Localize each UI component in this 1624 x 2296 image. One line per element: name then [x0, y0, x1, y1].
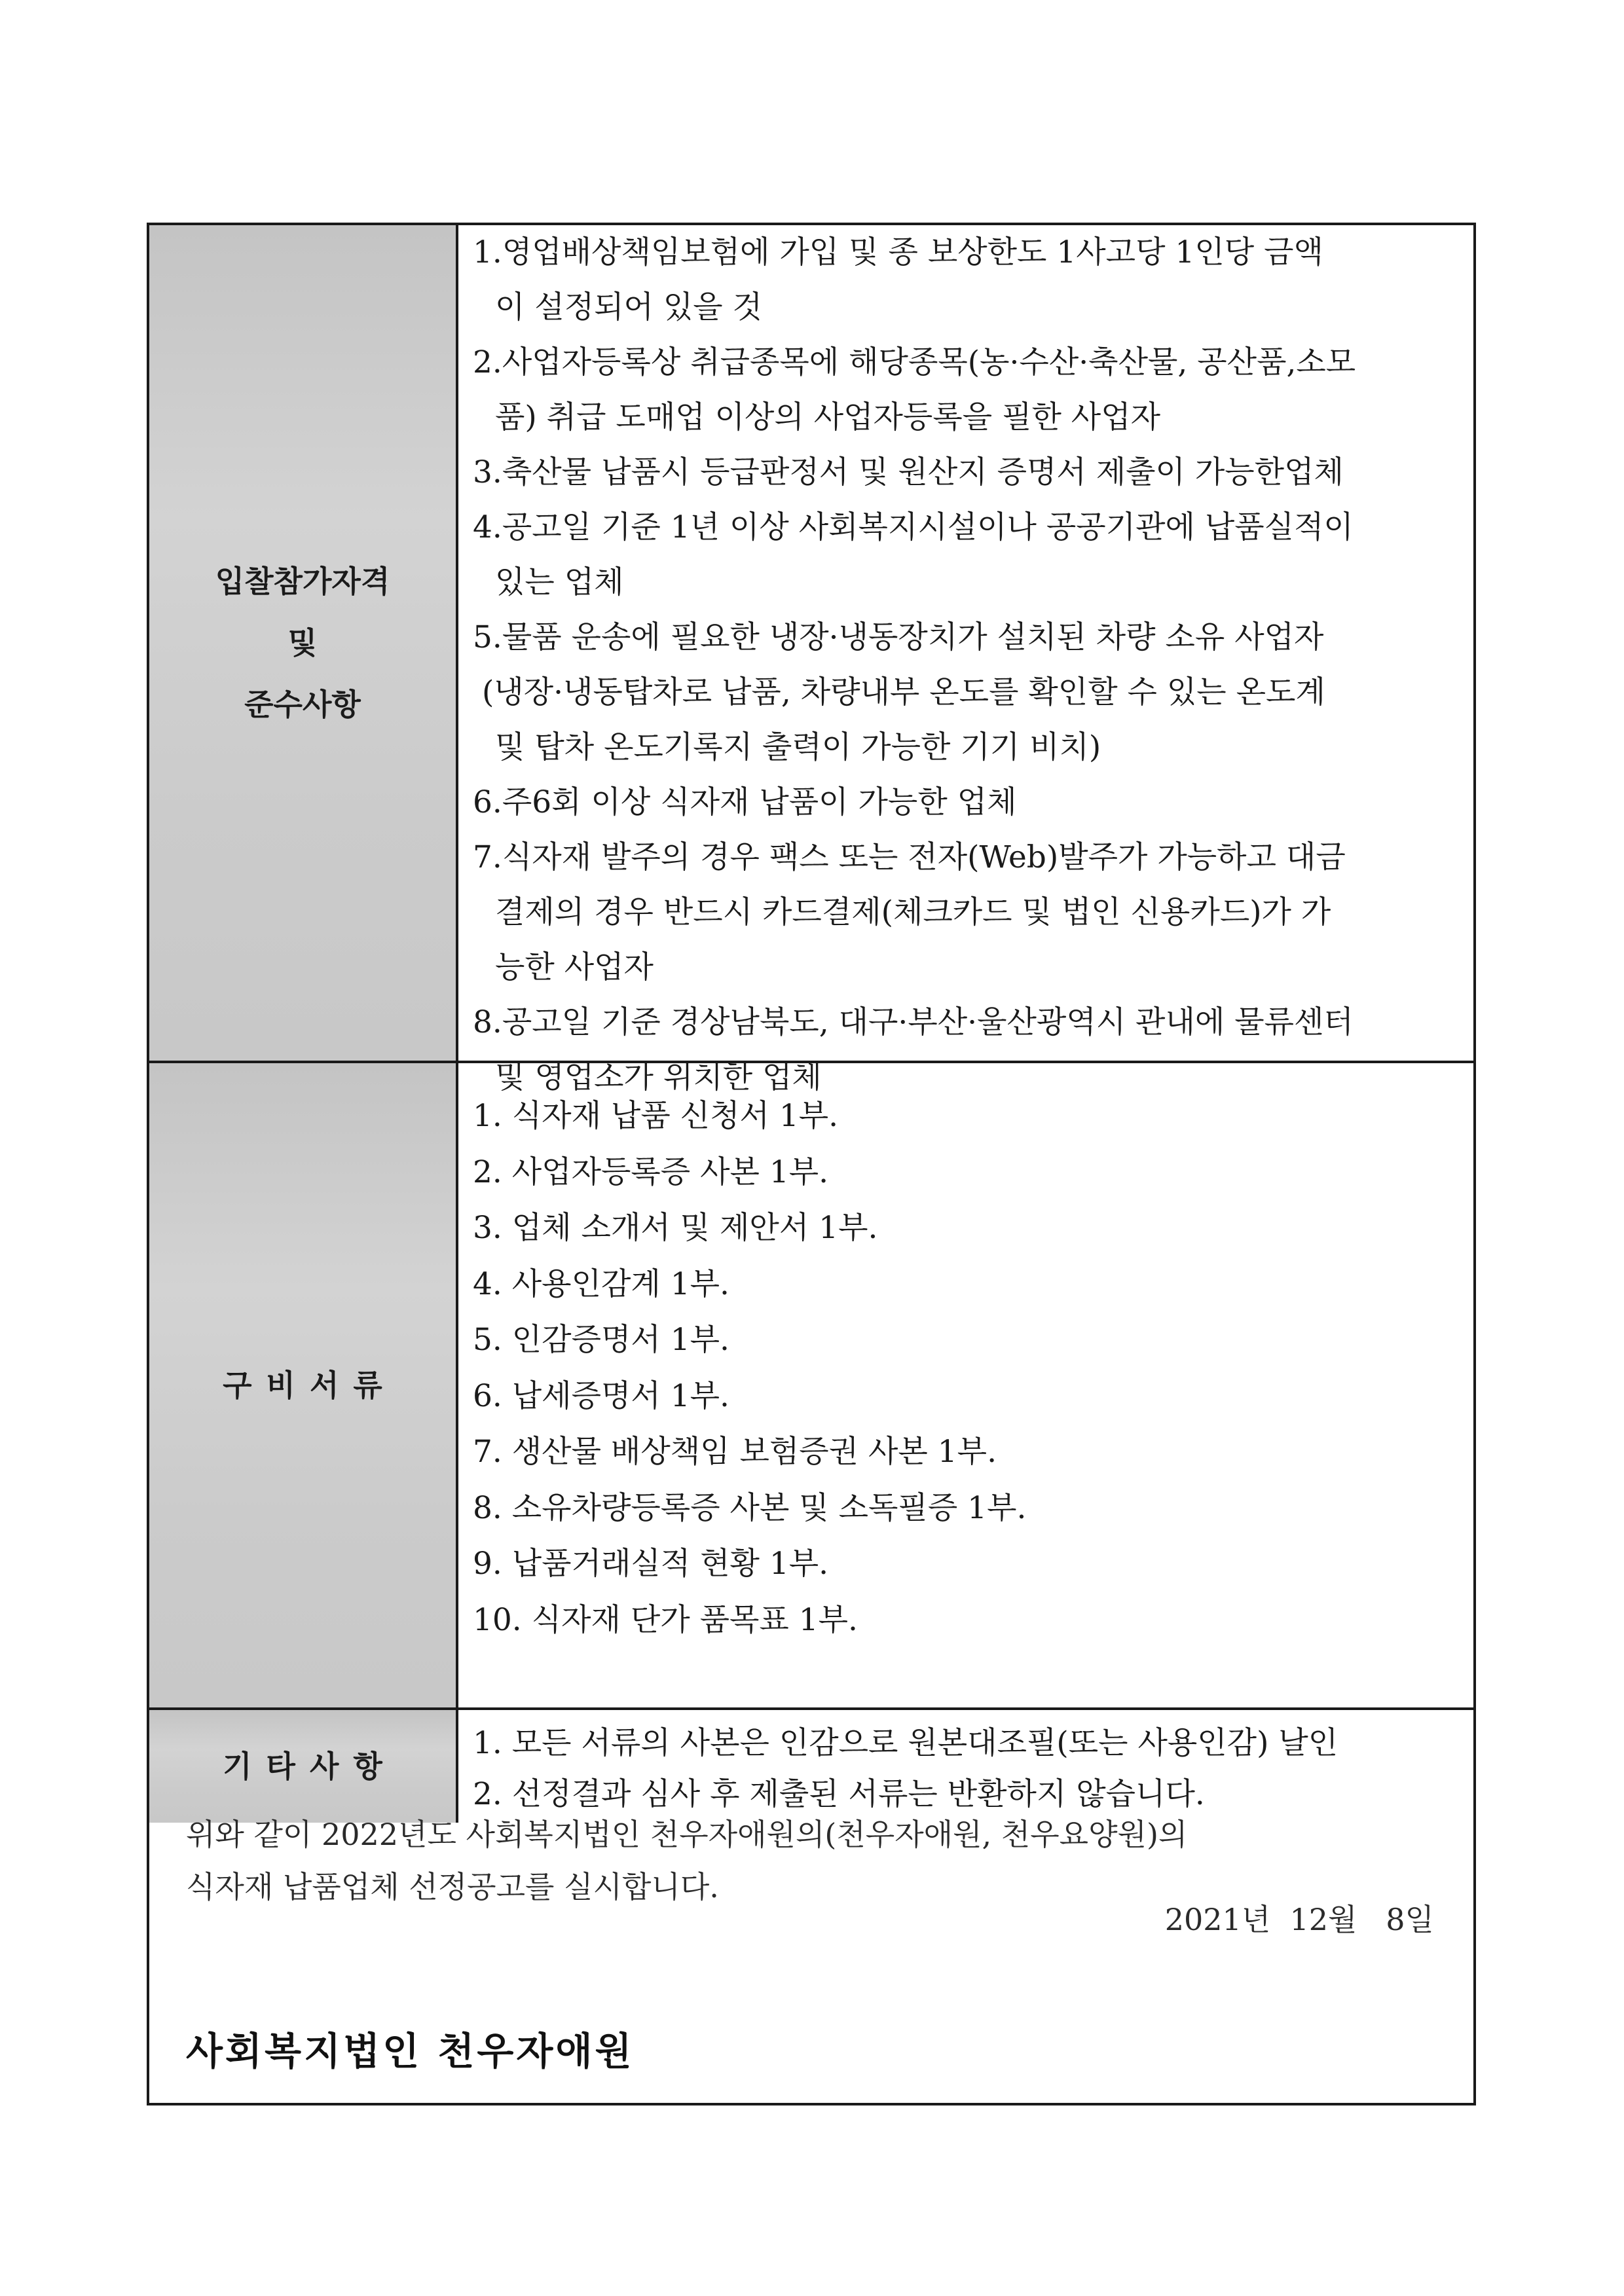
document-item: 8. 소유차량등록증 사본 및 소독필증 1부. [473, 1489, 1027, 1526]
qualification-item-2-line-1: 2.사업자등록상 취급종목에 해당종목(농·수산·축산물, 공산품,소모 [473, 344, 1356, 380]
documents-label-text: 구비서류 [223, 1368, 397, 1403]
qualification-item-5-line-1: 5.물품 운송에 필요한 냉장·냉동장치가 설치된 차량 소유 사업자 [473, 619, 1324, 655]
qualifications-row [149, 225, 1473, 1095]
qualification-item-7 [473, 830, 1464, 995]
document-item: 9. 납품거래실적 현황 1부. [473, 1546, 829, 1582]
qualification-item-8-line-1: 8.공고일 기준 경상남북도, 대구·부산·울산광역시 관내에 물류센터 [473, 1004, 1354, 1040]
qualification-item-4 [473, 500, 1464, 610]
qualification-item-6-line-1: 6.주6회 이상 식자재 납품이 가능한 업체 [473, 784, 1017, 820]
other-label-text: 기타사항 [223, 1749, 397, 1784]
organization-name: 사회복지법인 천우자애원 [186, 2029, 635, 2073]
qualification-item-4-line-2: 있는 업체 [495, 564, 624, 600]
qualifications-label-line-1: 입찰참가자격 [215, 564, 390, 599]
qualification-item-8-line-2: 및 영업소가 위치한 업체 [495, 1059, 822, 1095]
declaration-line-2: 식자재 납품업체 선정공고를 실시합니다. [186, 1869, 719, 1904]
document-item: 5. 인감증명서 1부. [473, 1322, 729, 1358]
declaration-date: 2021년 12월 8일 [1164, 1902, 1434, 1937]
qualifications-label-line-2: 및 [287, 625, 318, 661]
documents-row [149, 1063, 1473, 1710]
notice-table [147, 223, 1476, 2105]
other-item: 2. 선정결과 심사 후 제출된 서류는 반환하지 않습니다. [473, 1776, 1205, 1812]
qualification-item-7-line-3: 능한 사업자 [495, 949, 654, 985]
document-item: 3. 업체 소개서 및 제안서 1부. [473, 1210, 878, 1246]
document-item: 2. 사업자등록증 사본 1부. [473, 1154, 829, 1190]
documents-content [458, 1063, 1473, 1707]
document-item: 6. 납세증명서 1부. [473, 1377, 729, 1414]
qualification-item-5 [473, 610, 1464, 775]
qualification-item-3-line-1: 3.축산물 납품시 등급판정서 및 원산지 증명서 제출이 가능한업체 [473, 454, 1344, 490]
qualification-item-7-line-2: 결제의 경우 반드시 카드결제(체크카드 및 법인 신용카드)가 가 [495, 894, 1331, 930]
declaration-line-1: 위와 같이 2022년도 사회복지법인 천우자애원의(천우자애원, 천우요양원)의 [186, 1817, 1188, 1852]
document-item: 10. 식자재 단가 품목표 1부. [473, 1601, 858, 1638]
other-item: 1. 모든 서류의 사본은 인감으로 원본대조필(또는 사용인감) 날인 [473, 1725, 1338, 1761]
qualification-item-4-line-1: 4.공고일 기준 1년 이상 사회복지시설이나 공공기관에 납품실적이 [473, 509, 1354, 545]
qualification-item-6 [473, 775, 1464, 830]
qualification-item-5-line-3: 및 탑차 온도기록지 출력이 가능한 기기 비치) [495, 729, 1101, 765]
qualifications-label [149, 225, 458, 1061]
documents-label [149, 1063, 458, 1707]
qualification-item-2 [473, 335, 1464, 445]
qualification-item-2-line-2: 품) 취급 도매업 이상의 사업자등록을 필한 사업자 [495, 399, 1161, 435]
qualification-item-1 [473, 225, 1464, 335]
document-item: 4. 사용인감계 1부. [473, 1266, 729, 1302]
declaration [149, 1804, 1473, 2103]
qualification-item-3 [473, 445, 1464, 500]
qualification-item-1-line-2: 이 설정되어 있을 것 [495, 289, 763, 325]
qualification-item-7-line-1: 7.식자재 발주의 경우 팩스 또는 전자(Web)발주가 가능하고 대금 [473, 839, 1346, 875]
document-item: 7. 생산물 배상책임 보험증권 사본 1부. [473, 1434, 997, 1470]
qualifications-label-line-3: 준수사항 [244, 687, 361, 722]
document-item: 1. 식자재 납품 신청서 1부. [473, 1098, 839, 1134]
qualifications-content [458, 225, 1473, 1095]
qualification-item-1-line-1: 1.영업배상책임보험에 가입 및 종 보상한도 1사고당 1인당 금액 [473, 234, 1323, 270]
qualification-item-5-line-2: (냉장·냉동탑차로 납품, 차량내부 온도를 확인할 수 있는 온도계 [482, 674, 1325, 710]
